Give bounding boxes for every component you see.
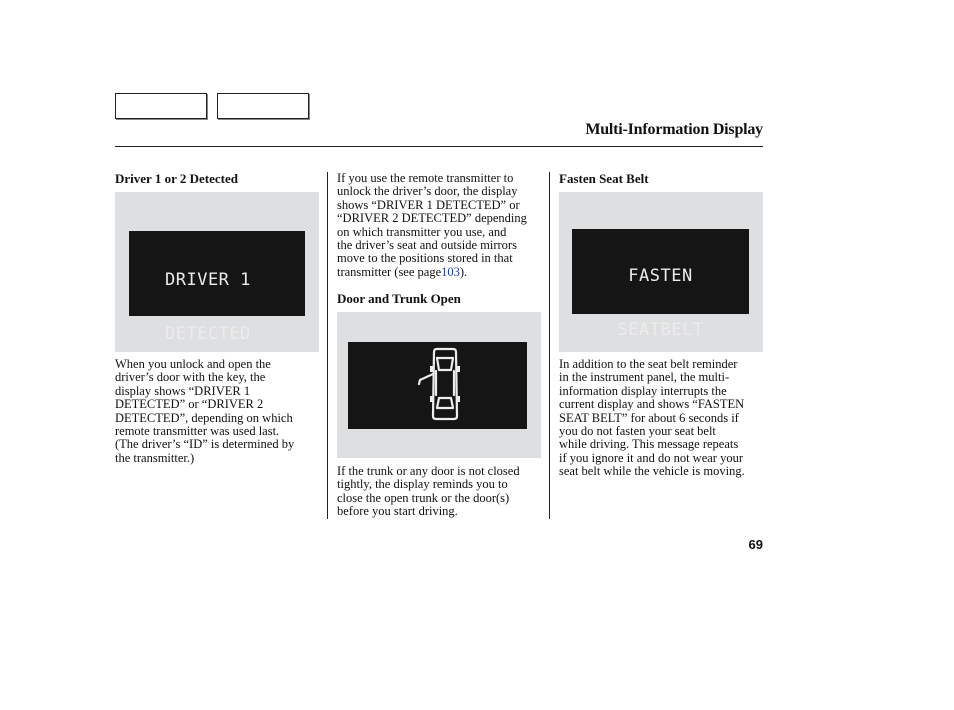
body-line: display shows “DRIVER 1: [115, 383, 251, 398]
column-divider-1: [327, 172, 328, 519]
seat-belt-figure: [559, 192, 763, 352]
column-divider-2: [549, 172, 550, 519]
body-line: [337, 266, 527, 279]
door-trunk-figure: [337, 312, 541, 458]
body-line: tightly, the display reminds you to: [337, 477, 508, 492]
door-trunk-heading: Door and Trunk Open: [337, 291, 461, 306]
body-line: shows “DRIVER 1 DETECTED” or: [337, 197, 520, 212]
body-line: When you unlock and open the: [115, 357, 271, 371]
transmitter-intro: [337, 172, 527, 279]
driver-detected-screen: [129, 231, 305, 344]
intro-last-suffix: ).: [459, 264, 468, 279]
body-line: DETECTED” or “DRIVER 2: [115, 397, 264, 412]
page-103-link[interactable]: 103: [441, 264, 460, 279]
car-door-open-icon: [408, 346, 468, 424]
seat-belt-heading: Fasten Seat Belt: [559, 171, 649, 186]
body-line: If you use the remote transmitter to: [337, 171, 514, 185]
body-line: if you ignore it and do not wear your: [559, 450, 743, 465]
body-line: remote transmitter was used last.: [115, 424, 280, 439]
body-line: while driving. This message repeats: [559, 437, 739, 452]
body-line: move to the positions stored in that: [337, 251, 513, 266]
seat-belt-line-2: SEATBELT: [617, 320, 704, 340]
page-number: 69: [748, 537, 763, 552]
body-line: driver’s door with the key, the: [115, 370, 266, 385]
driver-detected-line-1: DRIVER 1: [165, 270, 251, 290]
seat-belt-screen: [572, 229, 749, 340]
title-divider: [115, 146, 763, 147]
nav-button-1[interactable]: [115, 93, 207, 119]
page-title: Multi-Information Display: [585, 121, 763, 138]
body-line: DETECTED”, depending on which: [115, 410, 293, 425]
driver-detected-figure: [115, 192, 319, 352]
body-line: the driver’s seat and outside mirrors: [337, 238, 517, 253]
driver-detected-heading: Driver 1 or 2 Detected: [115, 171, 238, 186]
body-line: on which transmitter you use, and: [337, 224, 507, 239]
body-line: the transmitter.): [115, 450, 195, 465]
body-line: unlock the driver’s door, the display: [337, 184, 518, 199]
door-trunk-screen: [348, 342, 527, 429]
body-line: If the trunk or any door is not closed: [337, 464, 520, 478]
body-line: (The driver’s “ID” is determined by: [115, 437, 295, 452]
body-line: you do not fasten your seat belt: [559, 424, 716, 439]
body-line: information display interrupts the: [559, 383, 727, 398]
body-line: in the instrument panel, the multi-: [559, 370, 730, 385]
driver-detected-line-2: DETECTED: [165, 324, 251, 344]
body-line: In addition to the seat belt reminder: [559, 357, 738, 371]
door-trunk-body: [337, 465, 520, 519]
body-line: SEAT BELT” for about 6 seconds if: [559, 410, 739, 425]
seat-belt-body: [559, 358, 745, 479]
body-line: “DRIVER 2 DETECTED” depending: [337, 211, 527, 226]
intro-last-prefix: transmitter (see page: [337, 264, 442, 279]
body-line: seat belt while the vehicle is moving.: [559, 464, 745, 479]
nav-button-2[interactable]: [217, 93, 309, 119]
body-line: close the open trunk or the door(s): [337, 490, 510, 505]
body-line: before you start driving.: [337, 504, 458, 519]
seat-belt-line-1: FASTEN: [628, 266, 693, 286]
body-line: current display and shows “FASTEN: [559, 397, 745, 412]
driver-detected-body: [115, 358, 294, 465]
